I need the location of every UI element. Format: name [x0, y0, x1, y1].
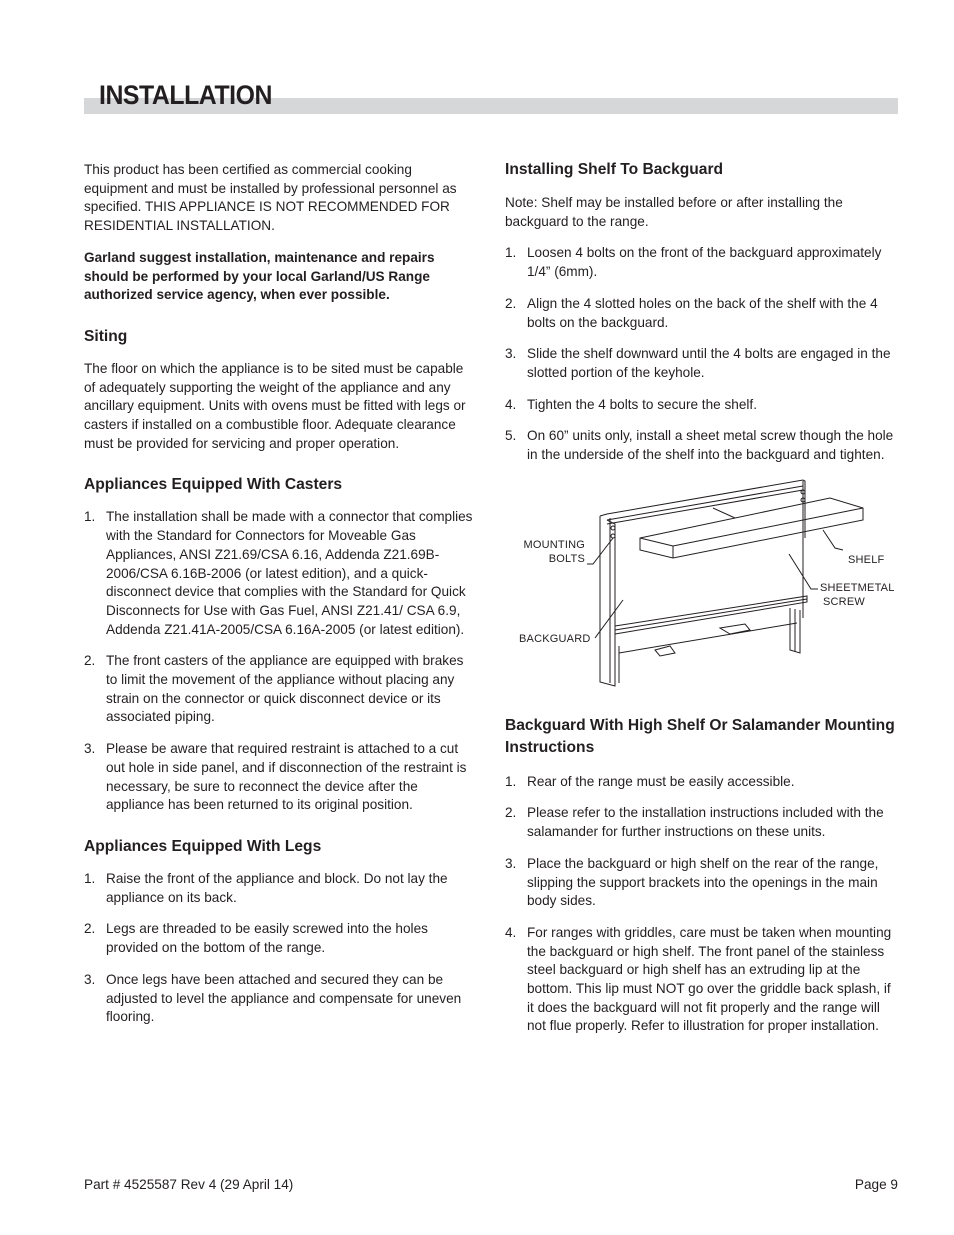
part-number: Part # 4525587 Rev 4 (29 April 14) [84, 1177, 294, 1192]
shelf-steps [505, 244, 897, 464]
list-item: 3. Place the backguard or high shelf on the rear of the range, slipping the support brackets into the openings in the main body sides. [505, 855, 879, 909]
mounting-bolts-label: MOUNTING BOLTS [523, 538, 585, 565]
casters-list [84, 508, 476, 815]
list-item: 2. Please refer to the installation instructions included with the salamander for further instructions on these units. [505, 805, 884, 840]
page-title: INSTALLATION [99, 80, 272, 110]
siting-heading: Siting [84, 327, 128, 345]
backguard-shelf-diagram [505, 478, 898, 693]
sheetmetal-screw-label: SHEETMETAL SCREW [820, 581, 895, 608]
list-item: 4. For ranges with griddles, care must be taken when mounting the backguard or high shelf. The front panel of the stainless steel backguard or high shelf has an extruding lip at the bottom. This lip must NOT go over the griddle back splash, if it does the backguard will not fit properly and the range will not flue properly. Refer to illustration for proper installation. [505, 924, 892, 1034]
legs-heading: Appliances Equipped With Legs [84, 837, 322, 855]
list-item: 2. Legs are threaded to be easily screwed into the holes provided on the bottom of the range. [84, 921, 428, 956]
page-number: Page 9 [854, 1177, 898, 1192]
high-shelf-heading: Backguard With High Shelf Or Salamander Mounting Instructions [505, 716, 895, 756]
list-item: 3. Once legs have been attached and secured they can be adjusted to level the appliance and compensate for uneven flooring. [84, 971, 462, 1025]
siting-body: The floor on which the appliance is to be sited must be capable of adequately supporting the weight of the appliance and any ancillary equipment. Units with ovens must be fitted with legs or casters if installed on a combustible floor. Adequate clearance must be provided for servicing and proper operation. [84, 360, 466, 451]
left-column [84, 161, 476, 1040]
list-item: 3. Slide the shelf downward until the 4 bolts are engaged in the slotted portion of the keyhole. [505, 346, 891, 380]
casters-heading: Appliances Equipped With Casters [84, 476, 343, 494]
shelf-note: Note: Shelf may be installed before or after installing the backguard to the range. [505, 195, 843, 229]
right-column [505, 160, 897, 1049]
backguard-label: BACKGUARD [519, 632, 591, 645]
shelf-label: SHELF [848, 553, 885, 566]
list-item: 2. Align the 4 slotted holes on the back of the shelf with the 4 bolts on the backguard. [505, 295, 878, 330]
service-notice: Garland suggest installation, maintenance and repairs should be performed by your local Garland/US Range authorized service agency, when ever possible. [84, 249, 435, 303]
intro-paragraph: This product has been certified as commercial cooking equipment and must be installed by professional personnel as specified. THIS APPLIANCE IS NOT RECOMMENDED FOR RESIDENTIAL INSTALLATION. [84, 162, 457, 234]
list-item: 1. Raise the front of the appliance and block. Do not lay the appliance on its back. [84, 870, 448, 905]
list-item: 1. The installation shall be made with a connector that complies with the Standard for Connectors for Moveable Gas Appliances, ANSI Z21.69/CSA 6.16, Addenda Z21.69B-2006/CSA 6.16B-2006 (or latest edition), and a quick-disconnect device that complies with the Standard for Quick Disconnects for Use with Gas Fuel, ANSI Z21.41/ CSA 6.9, Addenda Z21.41A-2005/CSA 6.16A-2005 (or latest edition). [84, 509, 473, 637]
high-shelf-steps [505, 773, 897, 1036]
list-item: 2. The front casters of the appliance are equipped with brakes to limit the movement of the appliance without placing any strain on the connector or quick disconnect device or its associated piping. [84, 653, 464, 725]
legs-list [84, 870, 476, 1027]
list-item: 1. Loosen 4 bolts on the front of the backguard approximately 1/4” (6mm). [505, 245, 882, 280]
list-item: 4. Tighten the 4 bolts to secure the shelf. [505, 396, 757, 412]
list-item: 5. On 60” units only, install a sheet metal screw though the hole in the underside of the shelf into the backguard and tighten. [505, 428, 894, 463]
list-item: 1. Rear of the range must be easily accessible. [505, 773, 795, 789]
list-item: 3. Please be aware that required restraint is attached to a cut out hole in side panel, and if disconnection of the restraint is necessary, be sure to reconnect the device after the appliance has been returned to its original position. [84, 741, 467, 813]
shelf-heading: Installing Shelf To Backguard [505, 161, 724, 178]
